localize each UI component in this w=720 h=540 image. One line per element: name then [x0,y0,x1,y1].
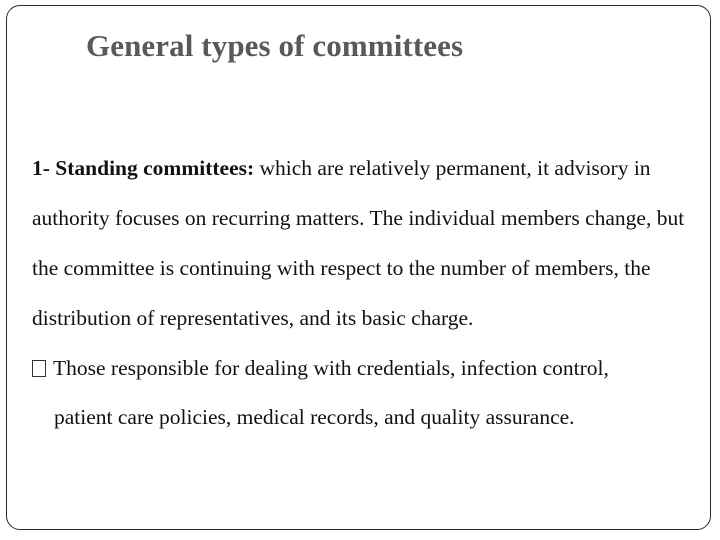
square-bullet-icon [32,360,46,377]
slide-frame [6,5,711,530]
bullet-first-line [32,344,712,393]
bullet-line1: Those responsible for dealing with credentials, infection control, [53,356,609,380]
bullet-item [32,344,712,442]
standing-committees-paragraph [32,143,712,343]
paragraph-text: which are relatively permanent, it advisory in authority focuses on recurring matters. The individual members change, but the committee is continuing with respect to the number of members, the distribution of representatives, and its basic charge. [32,156,685,330]
slide-body [32,143,712,343]
paragraph-lead: 1- Standing committees: [32,156,255,180]
slide-title: General types of committees [86,28,464,63]
bullet-line2: patient care policies, medical records, and quality assurance. [54,405,575,429]
